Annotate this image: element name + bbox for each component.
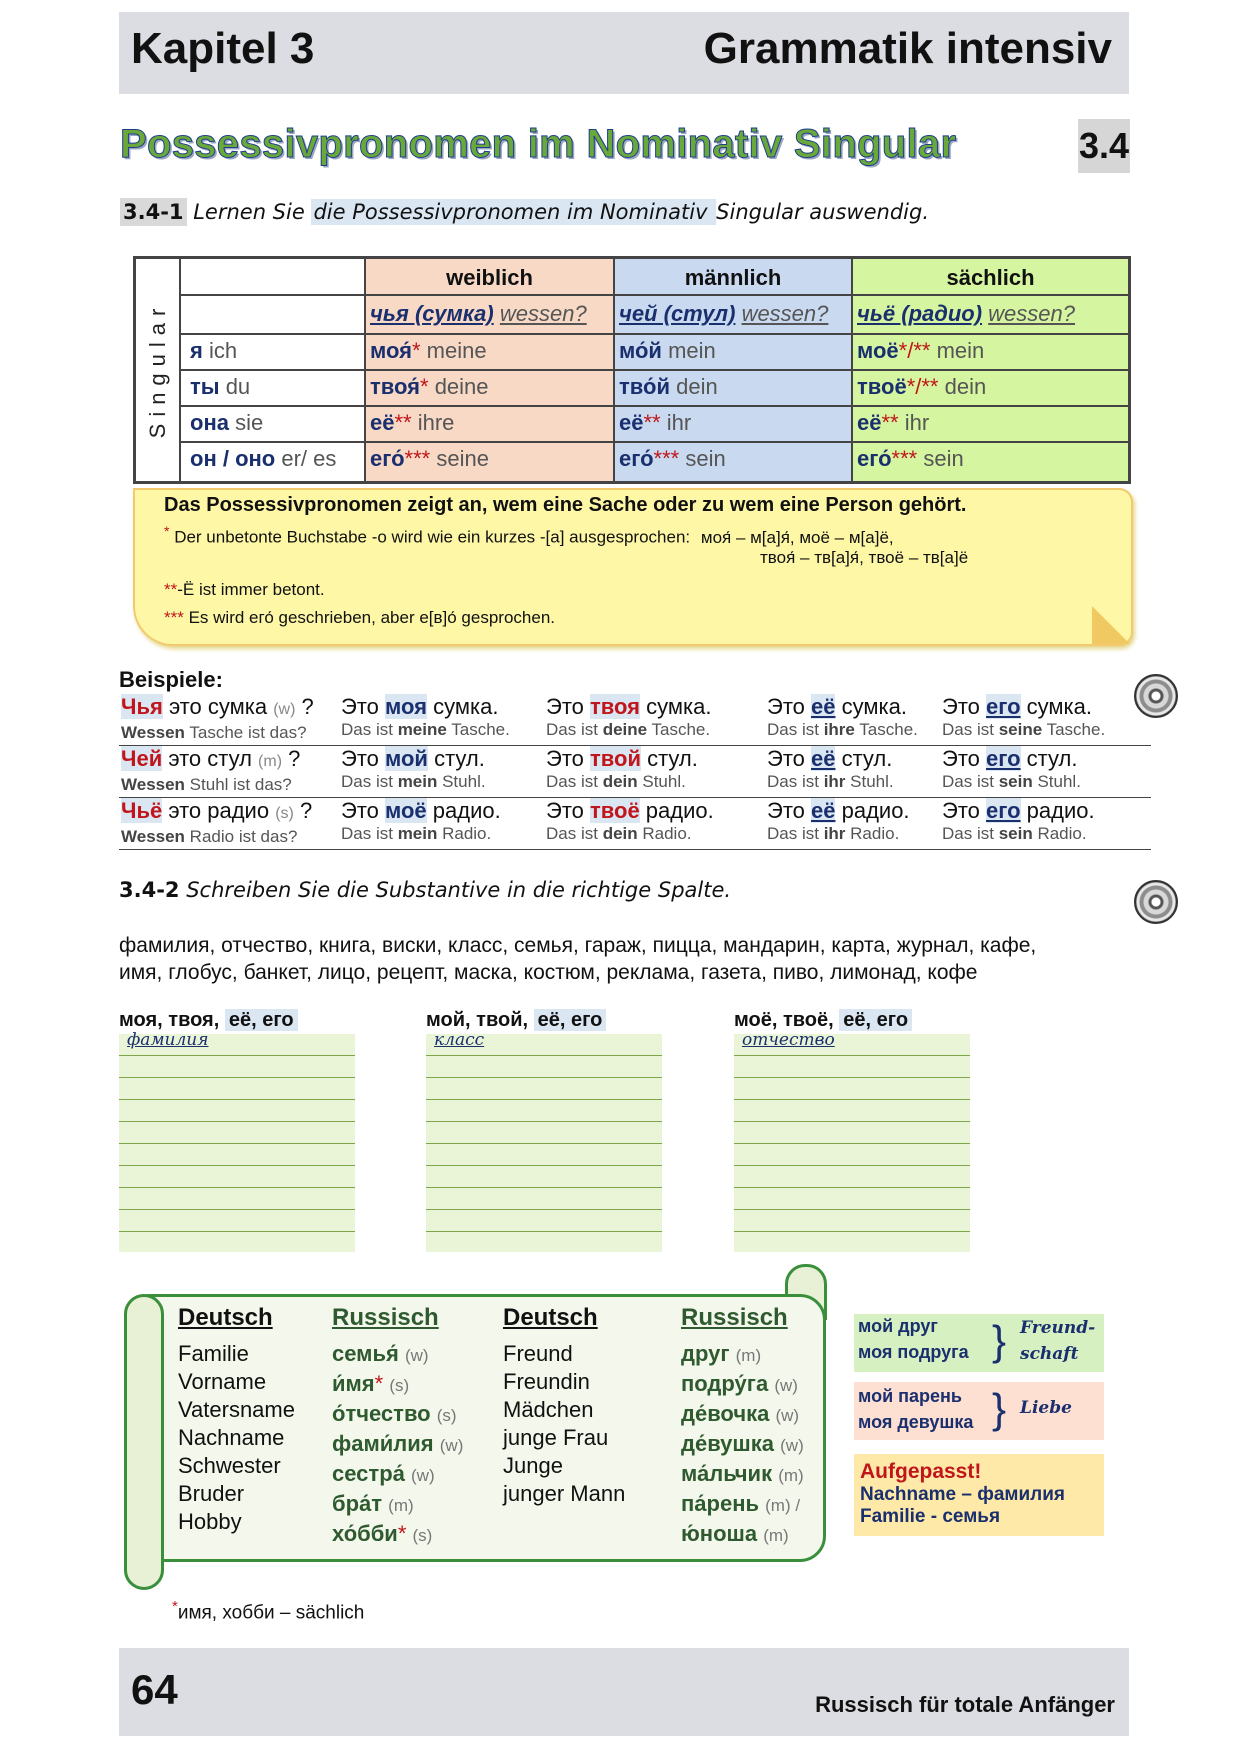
vocab-item: Freund [503, 1341, 573, 1366]
example-answer: Это её стул. Das ist ihr Stuhl. [767, 746, 894, 791]
task-1-text-post: Singular auswendig. [716, 200, 929, 224]
task-1-text-highlight: die Possessivpronomen im Nominativ [313, 200, 715, 224]
page-number: 64 [131, 1666, 178, 1713]
example-answer: Это её сумка. Das ist ihre Tasche. [767, 694, 918, 739]
pronoun-cell: его́*** sein [857, 446, 964, 471]
vocab-item: ю́ноша (m) [681, 1521, 789, 1546]
write-column-neuter [734, 1006, 970, 1252]
section-number: 3.4 [1078, 119, 1130, 173]
pronoun-cell: твоя́* deine [370, 374, 489, 399]
pronoun-row-label: ты du [190, 374, 251, 399]
task-1-text-pre: Lernen Sie [193, 200, 312, 224]
vocab-item: Junge [503, 1453, 563, 1478]
write-column-header: моё, твоё, её, его [734, 1006, 970, 1034]
pronoun-cell: моё*/** mein [857, 338, 985, 363]
example-answer: Это её радио. Das ist ihr Radio. [767, 798, 910, 843]
vocab-item: и́мя* (s) [332, 1371, 410, 1396]
write-column-feminine [119, 1006, 355, 1252]
vocab-column-4 [681, 1304, 804, 1550]
vocab-item: подру́га (w) [681, 1371, 798, 1396]
row-divider [119, 849, 1151, 850]
example-answer: Это его стул. Das ist sein Stuhl. [942, 746, 1081, 791]
pronoun-cell: его́*** sein [619, 446, 726, 471]
handwritten-sample: класс [434, 1030, 485, 1050]
vocab-item: бра́т (m) [332, 1491, 414, 1516]
examples-title: Beispiele: [119, 667, 223, 692]
pronoun-cell: её** ihr [857, 410, 930, 435]
pronoun-cell: моя́* meine [370, 338, 487, 363]
vocab-item: хо́бби* (s) [332, 1521, 433, 1546]
attention-box: Aufgepasst! Nachname – фамилия Familie - семья [854, 1454, 1104, 1536]
question-neuter: чьё (радио) wessen? [857, 301, 1076, 326]
write-lines[interactable] [426, 1030, 662, 1252]
note-line-3: *** Es wird его́ geschrieben, aber е[в]о́ gesprochen. [164, 608, 555, 627]
pronoun-row-label: он / оно er/ es [190, 446, 337, 471]
friendship-box: мой друг моя подруга } Freund- schaft [854, 1314, 1104, 1372]
example-answer: Это твоё радио. Das ist dein Radio. [546, 798, 714, 843]
example-answer: Это твой стул. Das ist dein Stuhl. [546, 746, 698, 791]
pronoun-cell: тво́й dein [619, 374, 718, 399]
vocab-item: Bruder [178, 1481, 245, 1506]
vocab-column-3 [503, 1304, 625, 1508]
note-line-1b: твоя́ – тв[а]я́, твоё – тв[а]ё [760, 548, 969, 567]
write-column-header: моя, твоя, её, его [119, 1006, 355, 1034]
vocab-item: семья́ (w) [332, 1341, 429, 1366]
vocab-item: junge Frau [503, 1425, 609, 1450]
header-feminine: weiblich [446, 265, 533, 290]
write-column-masculine [426, 1006, 662, 1252]
audio-cd-icon[interactable] [1134, 880, 1178, 924]
vocab-item: ма́льчик (m) [681, 1461, 804, 1486]
vocab-item: junger Mann [503, 1481, 626, 1506]
example-question: Чьё это радио (s) ? Wessen Radio ist das? [121, 798, 313, 846]
vocab-column-header: Deutsch [503, 1304, 598, 1331]
vocab-item: Mädchen [503, 1397, 594, 1422]
example-answer: Это твоя сумка. Das ist deine Tasche. [546, 694, 712, 739]
vocab-column-1 [178, 1304, 295, 1536]
word-list-line-1: фамилия, отчество, книга, виски, класс, семья, гараж, пицца, мандарин, карта, журнал, кафе, [119, 934, 1037, 957]
vocab-item: Vatersname [178, 1397, 295, 1422]
handwritten-sample: фамилия [127, 1030, 209, 1050]
question-feminine: чья (сумка) wessen? [370, 301, 587, 326]
vocab-item: де́вочка (w) [681, 1401, 800, 1426]
vocab-column-header: Russisch [332, 1304, 439, 1331]
example-row [119, 746, 1151, 798]
vocab-column-header: Russisch [681, 1304, 788, 1331]
vocab-item: Hobby [178, 1509, 242, 1534]
note-page-fold [1092, 606, 1130, 644]
chapter-label: Kapitel 3 [131, 24, 315, 73]
vocab-column-2 [332, 1304, 463, 1550]
footnote: *имя, хобби – sächlich [172, 1598, 365, 1624]
vocab-item: Vorname [178, 1369, 267, 1394]
header-neuter: sächlich [946, 265, 1035, 290]
note-line-1: * Der unbetonte Buchstabe -o wird wie ein kurzes -[a] ausgesprochen: моя́ – м[а]я́, моё – м[а]ё, [164, 523, 894, 547]
task-2-instruction [119, 878, 731, 902]
section-label: Grammatik intensiv [703, 24, 1112, 73]
header-masculine: männlich [684, 265, 782, 290]
vocab-item: Familie [178, 1341, 249, 1366]
example-answer: Это его сумка. Das ist seine Tasche. [942, 694, 1106, 739]
task-2-number: 3.4-2 [119, 878, 180, 902]
example-question: Чей это стул (m) ? Wessen Stuhl ist das? [121, 746, 301, 794]
pronoun-cell: твоё*/** dein [857, 374, 987, 399]
write-lines[interactable] [734, 1030, 970, 1252]
vocab-item: Schwester [178, 1453, 281, 1478]
vocab-item: о́тчество (s) [332, 1401, 457, 1426]
page-title: Possessivpronomen im Nominativ Singular [120, 122, 957, 166]
love-box: мой парень моя девушка } Liebe [854, 1382, 1104, 1440]
vocab-item: сестра́ (w) [332, 1461, 435, 1486]
example-answer: Это его радио. Das ist sein Radio. [942, 798, 1095, 843]
vocab-item: Freundin [503, 1369, 590, 1394]
possessive-table [133, 256, 1131, 484]
example-answer: Это моё радио. Das ist mein Radio. [341, 798, 501, 843]
task-1-number: 3.4-1 [120, 198, 187, 226]
write-column-header: мой, твой, её, его [426, 1006, 662, 1034]
example-answer: Это мой стул. Das ist mein Stuhl. [341, 746, 486, 791]
pronoun-row-label: она sie [190, 410, 264, 435]
pronoun-cell: её** ihre [370, 410, 455, 435]
vocab-item: друг (m) [681, 1341, 762, 1366]
pronoun-cell: его́*** seine [370, 446, 489, 471]
note-line-2: **-Ё ist immer betont. [164, 580, 325, 599]
word-list [119, 932, 1139, 986]
example-question: Чья это сумка (w) ? Wessen Tasche ist das? [121, 694, 314, 742]
write-lines[interactable] [119, 1030, 355, 1252]
pronoun-row-label: я ich [190, 338, 238, 363]
pronoun-cell: мо́й mein [619, 338, 716, 363]
vocab-item: де́вушка (w) [681, 1431, 804, 1456]
singular-side-label: Singular [136, 259, 181, 481]
task-1-instruction [120, 200, 929, 224]
pronoun-cell: её** ihr [619, 410, 692, 435]
example-answer: Это моя сумка. Das ist meine Tasche. [341, 694, 510, 739]
word-list-line-2: имя, глобус, банкет, лицо, рецепт, маска, костюм, реклама, газета, пиво, лимонад, кофе [119, 961, 978, 984]
vocab-item: Nachname [178, 1425, 285, 1450]
vocab-item: фами́лия (w) [332, 1431, 464, 1456]
vocab-column-header: Deutsch [178, 1304, 273, 1331]
vocab-item: па́рень (m) / [681, 1491, 801, 1516]
handwritten-sample: отчество [742, 1030, 835, 1050]
note-main-text: Das Possessivpronomen zeigt an, wem eine Sache oder zu wem eine Person gehört. [164, 494, 967, 516]
question-masculine: чей (стул) wessen? [619, 301, 829, 326]
example-row [119, 798, 1151, 850]
example-row [119, 694, 1151, 746]
book-title: Russisch für totale Anfänger [815, 1692, 1115, 1717]
task-2-text: Schreiben Sie die Substantive in die richtige Spalte. [186, 878, 732, 902]
scroll-curl-left [124, 1294, 164, 1590]
